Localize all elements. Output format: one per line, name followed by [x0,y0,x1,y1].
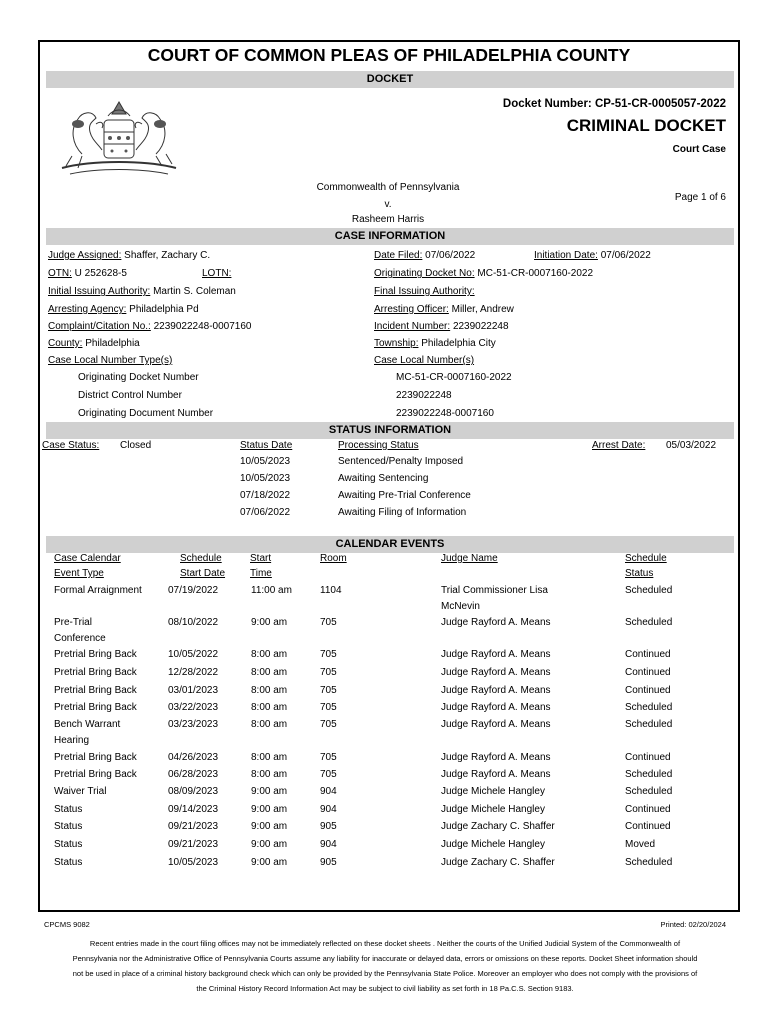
table-row [40,685,740,703]
cal-header-date-2: Start Date [180,568,226,579]
arresting-agency [48,304,199,315]
cal-header-judge: Judge Name [441,553,498,564]
table-row [40,857,740,875]
cal-cell-date: 10/05/2023 [168,857,219,868]
cal-cell-room: 905 [320,821,337,832]
cal-cell-time: 8:00 am [251,685,288,696]
table-row [40,585,740,612]
cal-cell-status: Scheduled [625,769,673,780]
cal-cell-room: 705 [320,752,337,763]
init-label: Initiation Date: [534,250,598,261]
cal-cell-status: Continued [625,667,671,678]
cal-cell-room: 905 [320,857,337,868]
cal-cell-date: 12/28/2022 [168,667,219,678]
table-row [40,752,740,770]
orig-docket-value: MC-51-CR-0007160-2022 [477,268,594,279]
cal-cell-date: 09/14/2023 [168,804,219,815]
cal-cell-date: 09/21/2023 [168,839,219,850]
cal-cell-date: 07/19/2022 [168,585,219,596]
agency-label: Arresting Agency: [48,304,127,315]
table-row [40,786,740,804]
local-number-3: 2239022248-0007160 [396,408,494,419]
cal-cell-event: Pretrial Bring Back [54,752,137,763]
cal-cell-room: 904 [320,786,337,797]
docket-type: CRIMINAL DOCKET [566,116,726,135]
date-filed [374,250,475,261]
cal-cell-event: Pretrial Bring Back [54,649,137,660]
cal-cell-time: 11:00 am [251,585,292,596]
cal-cell-judge: Judge Michele Hangley [441,804,545,815]
cal-cell-event: Status [54,821,83,832]
status-information-bar: STATUS INFORMATION [46,422,734,439]
lotn-label: LOTN: [202,268,232,279]
judge-value: Shaffer, Zachary C. [124,250,211,261]
init-value: 07/06/2022 [600,250,651,261]
processing-status-3: Awaiting Pre-Trial Conference [338,490,471,501]
cal-cell-date: 10/05/2022 [168,649,219,660]
cal-cell-time: 9:00 am [251,857,288,868]
processing-status-2: Awaiting Sentencing [338,473,429,484]
cal-cell-date: 06/28/2023 [168,769,219,780]
county [48,338,140,349]
township-label: Township: [374,338,419,349]
arrest-date-value: 05/03/2022 [666,440,717,451]
cal-cell-room: 705 [320,649,337,660]
originating-docket [374,268,593,279]
otn-label: OTN: [48,268,72,279]
otn-value: U 252628-5 [74,268,127,279]
cal-cell-judge: Judge Michele Hangley [441,786,545,797]
case-information-bar: CASE INFORMATION [46,228,734,245]
table-row [40,839,740,857]
local-type-3: Originating Document Number [78,408,214,419]
docket-number: Docket Number: CP-51-CR-0005057-2022 [502,98,726,110]
cal-cell-judge: Judge Rayford A. Means [441,617,551,628]
cal-cell-judge: Judge Michele Hangley [441,839,545,850]
cal-cell-judge: Judge Rayford A. Means [441,702,551,713]
county-label: County: [48,338,83,349]
cal-cell-event: Status [54,839,83,850]
cal-cell-time: 9:00 am [251,617,288,628]
cal-cell-room: 705 [320,685,337,696]
local-number-type-header: Case Local Number Type(s) [48,355,173,366]
local-type-2: District Control Number [78,390,182,401]
cal-cell-status: Scheduled [625,585,673,596]
case-status-value: Closed [120,440,152,451]
cal-cell-time: 9:00 am [251,786,288,797]
local-numbers-header: Case Local Number(s) [374,355,475,366]
judge-assigned [48,250,210,261]
cal-cell-room: 1104 [320,585,342,596]
cal-cell-event: Pretrial Bring Back [54,769,137,780]
cal-cell-status: Scheduled [625,857,673,868]
township [374,338,496,349]
cal-cell-event: Formal Arraignment [54,585,142,596]
initiation-date [534,250,651,261]
cal-cell-event: Status [54,804,83,815]
cal-cell-room: 705 [320,702,337,713]
cal-cell-time: 8:00 am [251,769,288,780]
caption-line-2: v. [384,199,392,210]
cal-cell-event-cont: Hearing [54,735,90,746]
township-value: Philadelphia City [421,338,496,349]
cal-cell-room: 705 [320,667,337,678]
cal-cell-event-cont: Conference [54,633,106,644]
complaint-citation [48,321,252,332]
cal-cell-time: 8:00 am [251,649,288,660]
arrest-date-label: Arrest Date: [592,440,646,451]
agency-value: Philadelphia Pd [129,304,199,315]
cal-cell-status: Scheduled [625,719,673,730]
cal-cell-time: 8:00 am [251,719,288,730]
local-type-1: Originating Docket Number [78,372,199,383]
table-row [40,617,740,644]
cal-cell-judge: Judge Rayford A. Means [441,769,551,780]
cal-cell-room: 904 [320,804,337,815]
cal-header-room: Room [320,553,347,564]
iia-value: Martin S. Coleman [153,286,236,297]
docket-bar: DOCKET [46,71,734,88]
cal-cell-status: Continued [625,685,671,696]
case-status-label: Case Status: [42,440,100,451]
processing-status-4: Awaiting Filing of Information [338,507,467,518]
caption-line-3: Rasheem Harris [351,214,425,225]
cal-cell-status: Continued [625,649,671,660]
incident-number [374,321,509,332]
table-row [40,769,740,787]
cal-cell-status: Scheduled [625,617,673,628]
status-date-header: Status Date [240,440,293,451]
arresting-officer [374,304,514,315]
cal-cell-event: Pretrial Bring Back [54,702,137,713]
docket-page [38,40,740,912]
cal-cell-judge: Judge Zachary C. Shaffer [441,857,555,868]
filed-label: Date Filed: [374,250,423,261]
status-date-1: 10/05/2023 [240,456,291,467]
officer-label: Arresting Officer: [374,304,449,315]
table-row [40,719,740,746]
cal-cell-time: 8:00 am [251,667,288,678]
cal-header-time-1: Start [250,553,272,564]
table-row [40,649,740,667]
court-title: COURT OF COMMON PLEAS OF PHILADELPHIA COUNTY [147,45,631,65]
calendar-events-bar: CALENDAR EVENTS [46,536,734,553]
cal-header-event-1: Case Calendar [54,553,121,564]
status-date-3: 07/18/2022 [240,490,291,501]
incident-value: 2239022248 [452,321,509,332]
cal-cell-time: 8:00 am [251,752,288,763]
processing-status-header: Processing Status [338,440,419,451]
cal-cell-event: Pre-Trial [54,617,92,628]
cal-cell-judge: Judge Rayford A. Means [441,719,551,730]
iia-label: Initial Issuing Authority: [48,286,151,297]
cal-cell-date: 08/09/2023 [168,786,219,797]
cal-cell-time: 9:00 am [251,804,288,815]
cal-cell-event: Waiver Trial [54,786,107,797]
table-row [40,804,740,822]
cal-header-event-2: Event Type [54,568,104,579]
orig-docket-label: Originating Docket No: [374,268,475,279]
cal-cell-judge: Judge Rayford A. Means [441,649,551,660]
cal-header-status-1: Schedule [625,553,667,564]
cal-cell-judge: Trial Commissioner Lisa [441,585,548,596]
cal-cell-status: Continued [625,804,671,815]
status-date-2: 10/05/2023 [240,473,291,484]
judge-label: Judge Assigned: [48,250,122,261]
cal-cell-time: 8:00 am [251,702,288,713]
final-issuing-authority-label: Final Issuing Authority: [374,286,475,297]
cal-cell-judge: Judge Rayford A. Means [441,752,551,763]
status-date-4: 07/06/2022 [240,507,291,518]
cal-cell-judge: Judge Rayford A. Means [441,685,551,696]
printed-date: Printed: 02/20/2024 [660,920,726,929]
form-id: CPCMS 9082 [44,920,90,929]
pennsylvania-coat-of-arms-icon [52,94,186,180]
table-row [40,702,740,720]
otn [48,268,127,279]
cal-cell-room: 705 [320,617,337,628]
cal-cell-judge: Judge Rayford A. Means [441,667,551,678]
cal-cell-judge-cont: McNevin [441,601,480,612]
cal-cell-event: Bench Warrant [54,719,121,730]
table-row [40,821,740,839]
initial-issuing-authority [48,286,236,297]
court-case-label: Court Case [672,144,726,155]
cal-cell-date: 03/22/2023 [168,702,219,713]
complaint-label: Complaint/Citation No.: [48,321,151,332]
cal-cell-date: 04/26/2023 [168,752,219,763]
processing-status-1: Sentenced/Penalty Imposed [338,456,464,467]
local-number-1: MC-51-CR-0007160-2022 [396,372,512,383]
cal-cell-status: Moved [625,839,656,850]
disclaimer: Recent entries made in the court filing offices may not be immediately reflected on these docket sheets . Neither the courts of the Unified Judicial System of the Commonwealth of Pennsylvania nor the Administrative Office of Pennsylvania Courts assume any liability for inaccurate or delayed data, errors or omissions on these reports. Docket Sheet information should not be used in place of a criminal history background check which can only be provided by the Pennsylvania State Police. Moreover an employer who does not comply with the provisions of the Criminal History Record Information Act may be subject to civil liability as set forth in 18 Pa.C.S. Section 9183. [72,939,698,993]
local-number-2: 2239022248 [396,390,452,401]
caption-line-1: Commonwealth of Pennsylvania [316,182,460,193]
cal-cell-judge: Judge Zachary C. Shaffer [441,821,555,832]
cal-cell-status: Continued [625,821,671,832]
cal-header-status-2: Status [625,568,654,579]
cal-cell-date: 09/21/2023 [168,821,219,832]
cal-cell-date: 08/10/2022 [168,617,219,628]
cal-cell-room: 904 [320,839,337,850]
cal-cell-status: Continued [625,752,671,763]
county-value: Philadelphia [85,338,140,349]
cal-cell-date: 03/23/2023 [168,719,219,730]
cal-cell-event: Pretrial Bring Back [54,667,137,678]
cal-cell-event: Status [54,857,83,868]
cal-cell-room: 705 [320,719,337,730]
filed-value: 07/06/2022 [425,250,476,261]
cal-cell-status: Scheduled [625,786,673,797]
table-row [40,667,740,685]
cal-header-time-2: Time [250,568,272,579]
cal-cell-status: Scheduled [625,702,673,713]
officer-value: Miller, Andrew [451,304,514,315]
complaint-value: 2239022248-0007160 [153,321,252,332]
cal-header-date-1: Schedule [180,553,222,564]
cal-cell-date: 03/01/2023 [168,685,219,696]
incident-label: Incident Number: [374,321,451,332]
cal-cell-event: Pretrial Bring Back [54,685,137,696]
page-number: Page 1 of 6 [674,192,726,203]
cal-cell-room: 705 [320,769,337,780]
cal-cell-time: 9:00 am [251,839,288,850]
cal-cell-time: 9:00 am [251,821,288,832]
